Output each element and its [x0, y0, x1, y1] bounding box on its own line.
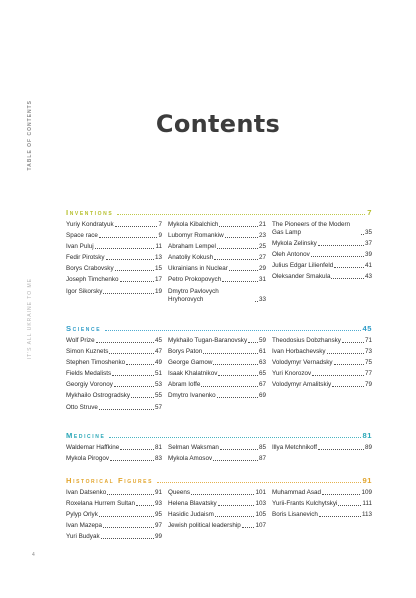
entry-page-number: 21	[258, 221, 266, 228]
entry-page-number: 17	[154, 276, 162, 284]
dot-leader	[112, 375, 154, 376]
dot-leader	[319, 516, 361, 517]
entry-title: Boris Lisanevich	[272, 511, 318, 519]
toc-entry[interactable]	[66, 276, 162, 284]
toc-entry[interactable]	[66, 221, 162, 229]
entry-title: Space race	[66, 232, 98, 240]
entry-page-number: 113	[361, 511, 372, 519]
dot-leader	[213, 460, 258, 461]
section-title: Inventions	[66, 208, 114, 217]
toc-entry[interactable]	[66, 370, 162, 378]
dot-leader	[332, 386, 364, 387]
entry-title: Wolf Prize	[66, 337, 95, 344]
dot-leader	[191, 494, 254, 495]
dot-leader	[331, 278, 364, 279]
toc-entry[interactable]	[272, 381, 372, 389]
toc-entry[interactable]	[168, 511, 266, 519]
toc-entry[interactable]	[66, 232, 162, 240]
entry-title: Muhammad Asad	[272, 489, 322, 496]
entry-title: Julius Edgar Lilienfeld	[272, 262, 334, 270]
toc-entry[interactable]	[168, 522, 266, 530]
entry-page-number: 97	[154, 522, 162, 530]
dot-leader	[217, 248, 258, 249]
entry-title: George Gamow	[168, 359, 213, 367]
dot-leader	[126, 364, 154, 365]
toc-entry[interactable]	[66, 381, 162, 389]
entry-title: Jewish political leadership	[168, 522, 241, 530]
entry-page-number: 11	[155, 243, 162, 251]
entry-page-number: 93	[154, 500, 162, 508]
toc-column	[168, 221, 272, 307]
page-title: Contents	[155, 110, 281, 138]
dot-leader	[115, 226, 158, 227]
entry-title: Queens	[168, 489, 191, 496]
dot-leader	[99, 516, 154, 517]
dot-leader	[327, 353, 364, 354]
entry-page-number: 45	[154, 337, 162, 344]
dot-leader	[220, 449, 258, 450]
dot-leader	[342, 342, 364, 343]
dot-leader	[311, 256, 364, 257]
toc-entry[interactable]	[66, 265, 162, 273]
entry-title: Yuri Budyak	[66, 533, 100, 541]
toc-entry[interactable]	[168, 243, 266, 251]
entry-title: Simon Kuznets	[66, 348, 109, 356]
dot-leader	[115, 270, 154, 271]
toc-entry[interactable]	[168, 265, 266, 273]
entry-page-number: 7	[158, 221, 162, 228]
entry-page-number: 33	[258, 295, 266, 303]
toc-entry[interactable]	[272, 511, 372, 519]
toc-entry[interactable]	[272, 489, 372, 497]
entry-page-number: 35	[364, 229, 372, 236]
dot-leader	[217, 397, 258, 398]
entry-page-number: 43	[364, 273, 372, 281]
entry-page-number: 91	[154, 489, 162, 496]
entry-title: Mykhailo Ostrogradsky	[66, 392, 131, 400]
dot-leader	[215, 516, 255, 517]
entry-page-number: 89	[364, 444, 372, 451]
toc-entry[interactable]	[272, 500, 372, 508]
toc-entry[interactable]	[272, 262, 372, 270]
toc-entry[interactable]	[66, 511, 162, 519]
dot-leader	[334, 364, 364, 365]
toc-entry[interactable]	[66, 288, 162, 296]
toc-entry[interactable]	[168, 337, 266, 345]
dot-leader	[120, 449, 154, 450]
dot-leader	[99, 409, 154, 410]
entry-page-number: 19	[154, 287, 162, 295]
dot-leader	[214, 259, 258, 260]
entry-title: Ukrainians in Nuclear	[168, 265, 228, 273]
entry-title: Ivan Puluj	[66, 243, 94, 251]
dot-leader	[312, 375, 364, 376]
entry-title: Otto Struve	[66, 403, 98, 411]
dot-leader	[225, 237, 258, 238]
entry-page-number: 87	[258, 455, 266, 463]
entry-page-number: 53	[154, 381, 162, 389]
entry-page-number: 73	[364, 348, 372, 356]
entry-title: Mykhailo Tugan-Baranovsky	[168, 337, 248, 344]
running-header: TABLE OF CONTENTS	[27, 100, 33, 171]
entry-title: Fields Medalists	[66, 370, 112, 378]
dot-leader	[106, 259, 154, 260]
entry-title: Isaak Khalatnikov	[168, 370, 218, 378]
dot-leader	[96, 342, 154, 343]
entry-page-number: 9	[158, 232, 162, 240]
dot-leader	[95, 248, 155, 249]
entry-title: Volodymyr Vernadsky	[272, 359, 333, 367]
entry-title: Anatoliy Kokush	[168, 254, 214, 262]
dot-leader	[136, 505, 154, 506]
toc-entry[interactable]	[66, 404, 162, 412]
toc-entry[interactable]	[168, 455, 266, 463]
toc-entry[interactable]	[272, 359, 372, 367]
toc-entry[interactable]	[168, 500, 266, 508]
toc-entry[interactable]	[66, 243, 162, 251]
entry-page-number: 81	[154, 444, 162, 451]
dot-leader	[338, 505, 361, 506]
entry-page-number: 39	[364, 251, 372, 259]
toc-column	[66, 489, 168, 544]
dot-leader	[229, 270, 258, 271]
entry-page-number: 71	[364, 337, 372, 344]
dot-leader	[103, 527, 154, 528]
entry-page-number: 55	[154, 392, 162, 400]
dot-leader	[99, 237, 158, 238]
toc-entry[interactable]	[168, 254, 266, 262]
dot-leader	[117, 214, 365, 215]
entry-page-number: 29	[258, 265, 266, 273]
dot-leader	[213, 364, 258, 365]
entry-page-number: 41	[364, 262, 372, 270]
toc-entry[interactable]	[66, 522, 162, 530]
toc-column	[168, 337, 272, 415]
toc-entry[interactable]	[66, 254, 162, 262]
toc-entry[interactable]	[168, 444, 266, 452]
entry-title: Mykola Zelinsky	[272, 240, 317, 248]
dot-leader	[114, 386, 154, 387]
entry-page-number: 103	[255, 500, 266, 508]
entry-title: Borys Crabovsky	[66, 265, 114, 273]
toc-entry[interactable]	[272, 221, 372, 237]
toc-entry[interactable]	[66, 337, 162, 345]
toc-column	[168, 444, 272, 466]
toc-column	[272, 489, 372, 544]
toc-column	[272, 221, 372, 307]
entry-title: Petro Prokopovych	[168, 276, 222, 284]
section-heading[interactable]	[66, 476, 372, 487]
entry-page-number: 101	[255, 489, 266, 496]
entry-page-number: 63	[258, 359, 266, 367]
entry-page-number: 85	[258, 444, 266, 451]
entry-page-number: 57	[154, 403, 162, 411]
dot-leader	[218, 375, 258, 376]
section-heading[interactable]	[66, 208, 372, 219]
toc-entry[interactable]	[168, 221, 266, 229]
dot-leader	[131, 397, 154, 398]
toc-column	[66, 337, 168, 415]
toc-entry[interactable]	[66, 455, 162, 463]
dot-leader	[109, 353, 154, 354]
section-page-number: 45	[362, 324, 372, 333]
entry-title: Georgiy Voronoy	[66, 381, 113, 389]
toc-entry[interactable]	[272, 240, 372, 248]
toc-section	[66, 324, 372, 415]
entry-page-number: 95	[154, 511, 162, 519]
entry-title: Illya Metchnikoff	[272, 444, 318, 451]
toc-entry[interactable]	[66, 392, 162, 400]
toc-entry[interactable]	[66, 359, 162, 367]
entry-title: Waldemar Haffkine	[66, 444, 120, 451]
entry-title: Helena Blavatsky	[168, 500, 217, 508]
entry-page-number: 77	[364, 370, 372, 378]
toc-entry[interactable]	[272, 251, 372, 259]
entry-page-number: 27	[258, 254, 266, 262]
dot-leader	[101, 538, 154, 539]
toc-section	[66, 476, 372, 544]
entry-title: Abraham Lempel	[168, 243, 216, 251]
dot-leader	[242, 527, 255, 528]
entry-title: Mykola Amosov	[168, 455, 213, 463]
entry-page-number: 59	[258, 337, 266, 344]
entry-title: Theodosius Dobzhansky	[272, 337, 341, 344]
section-title: Science	[66, 324, 102, 333]
toc-entry[interactable]	[66, 444, 162, 452]
section-heading[interactable]	[66, 431, 372, 442]
dot-leader	[255, 301, 258, 302]
section-heading[interactable]	[66, 324, 372, 335]
toc-entry[interactable]	[168, 359, 266, 367]
entry-page-number: 111	[362, 500, 372, 508]
toc-entry[interactable]	[272, 370, 372, 378]
toc-entry[interactable]	[272, 444, 372, 452]
dot-leader	[120, 281, 154, 282]
entry-page-number: 13	[154, 254, 162, 262]
toc-entry[interactable]	[168, 276, 266, 284]
entry-page-number: 37	[364, 240, 372, 248]
toc-entry[interactable]	[168, 288, 266, 304]
toc-entry[interactable]	[66, 489, 162, 497]
entry-page-number: 23	[258, 232, 266, 240]
entry-page-number: 105	[255, 511, 266, 519]
toc-entry[interactable]	[272, 337, 372, 345]
entry-title: Oleksander Smakula	[272, 273, 331, 281]
toc-entry[interactable]	[168, 370, 266, 378]
entry-page-number: 31	[258, 276, 266, 284]
toc-section	[66, 208, 372, 307]
section-page-number: 91	[362, 476, 372, 485]
toc-column	[272, 337, 372, 415]
section-page-number: 7	[367, 208, 372, 217]
entry-title: Igor Sikorsky	[66, 287, 103, 295]
toc-entry[interactable]	[168, 489, 266, 497]
toc-column	[168, 489, 272, 544]
dot-leader	[201, 386, 258, 387]
entry-page-number: 69	[258, 392, 266, 400]
entry-page-number: 25	[258, 243, 266, 251]
dot-leader	[105, 330, 360, 331]
entry-title: Yurii-Frants Kulchytskyi	[272, 500, 338, 508]
section-title: Medicine	[66, 431, 106, 440]
toc-entry[interactable]	[272, 273, 372, 281]
entry-title: Dmytro Ivanenko	[168, 392, 216, 400]
entry-page-number: 99	[154, 533, 162, 541]
toc-column	[66, 444, 168, 466]
dot-leader	[318, 245, 364, 246]
book-title-label: IT'S ALL UKRAINE TO ME	[27, 278, 33, 360]
toc-entry[interactable]	[66, 533, 162, 541]
dot-leader	[109, 437, 360, 438]
entry-page-number: 15	[154, 265, 162, 273]
dot-leader	[203, 353, 258, 354]
dot-leader	[103, 293, 154, 294]
entry-title: Joseph Timchenko	[66, 276, 119, 284]
entry-page-number: 61	[258, 348, 266, 356]
entry-page-number: 79	[364, 381, 372, 389]
section-title: Historical Figures	[66, 476, 154, 485]
entry-title: Yuriy Kondratyuk	[66, 221, 114, 228]
toc-column	[66, 221, 168, 307]
dot-leader	[219, 226, 258, 227]
toc-entry[interactable]	[168, 392, 266, 400]
entry-page-number: 75	[364, 359, 372, 367]
entry-title: Mykola Pirogov	[66, 455, 110, 463]
dot-leader	[361, 234, 364, 235]
dot-leader	[322, 494, 360, 495]
entry-title: Ivan Datsenko	[66, 489, 107, 496]
entry-title: Pylyp Orlyk	[66, 511, 98, 519]
dot-leader	[222, 281, 258, 282]
entry-title: Yuri Knorozov	[272, 370, 312, 378]
entry-title: Ivan Mazepa	[66, 522, 103, 530]
toc-entry[interactable]	[272, 348, 372, 356]
entry-page-number: 47	[154, 348, 162, 356]
entry-page-number: 65	[258, 370, 266, 378]
page-number: 4	[32, 552, 35, 558]
entry-title: Ivan Horbachevsky	[272, 348, 326, 356]
entry-page-number: 83	[154, 455, 162, 463]
dot-leader	[107, 494, 154, 495]
entry-page-number: 109	[361, 489, 372, 496]
toc-section	[66, 431, 372, 466]
dot-leader	[318, 449, 364, 450]
entry-title: Dmytro Pavlovych Hryhorovych	[168, 287, 219, 303]
entry-title: Volodymyr Amalitskiy	[272, 381, 332, 389]
entry-page-number: 107	[255, 522, 266, 530]
entry-title: Mykola Kibalchich	[168, 221, 219, 228]
entry-title: Lubomyr Romankiw	[168, 232, 224, 240]
toc-entry[interactable]	[66, 500, 162, 508]
entry-title: Roxelana Hurrem Sultan	[66, 500, 135, 508]
entry-title: Stephen Timoshenko	[66, 359, 126, 367]
toc-entry[interactable]	[168, 381, 266, 389]
section-page-number: 81	[362, 431, 372, 440]
toc-column	[272, 444, 372, 466]
toc-entry[interactable]	[168, 348, 266, 356]
dot-leader	[157, 482, 360, 483]
entry-page-number: 49	[154, 359, 162, 367]
dot-leader	[218, 505, 255, 506]
entry-title: Hasidic Judaism	[168, 511, 214, 519]
entry-title: Oleh Antonov	[272, 251, 310, 259]
entry-title: Borys Paton	[168, 348, 203, 356]
dot-leader	[248, 342, 258, 343]
entry-title: Abram Ioffe	[168, 381, 201, 389]
dot-leader	[334, 267, 364, 268]
entry-title: Selman Waksman	[168, 444, 219, 451]
toc-entry[interactable]	[168, 232, 266, 240]
entry-title: The Pioneers of the Modern Gas Lamp	[272, 221, 351, 236]
entry-page-number: 51	[154, 370, 162, 378]
dot-leader	[110, 460, 154, 461]
entry-page-number: 67	[258, 381, 266, 389]
toc-entry[interactable]	[66, 348, 162, 356]
entry-title: Fedir Pirotsky	[66, 254, 105, 262]
